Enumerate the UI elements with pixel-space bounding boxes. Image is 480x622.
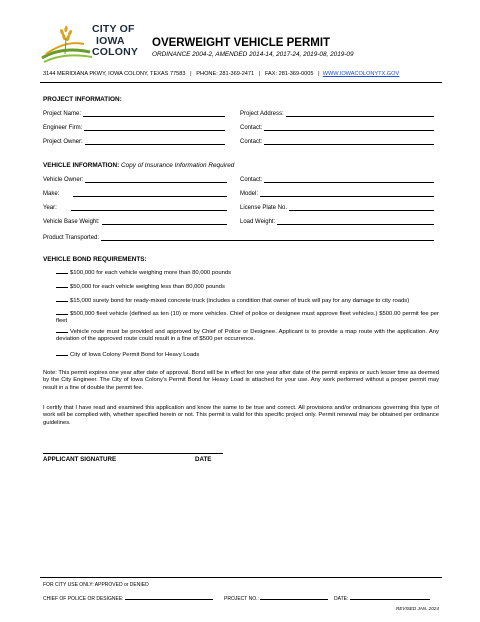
page-title: OVERWEIGHT VEHICLE PERMIT <box>152 37 331 49</box>
revision-date: REVISED JAN. 2024 <box>396 606 439 611</box>
field-label: CHIEF OF POLICE OR DESIGNEE: <box>43 596 124 602</box>
logo-line: COLONY <box>92 46 139 58</box>
bond-option[interactable] <box>56 309 439 326</box>
field-label: Make: <box>43 191 60 197</box>
field-label: Contact: <box>240 139 263 145</box>
bond-option[interactable] <box>56 350 436 359</box>
city-use-label: FOR CITY USE ONLY: APPROVED or DENIED <box>43 582 149 588</box>
bond-text: $15,000 surety bond for ready-mixed concrete truck (includes a condition that owner of truck will pay for any damage to city roads) <box>70 298 410 304</box>
make-field[interactable] <box>43 190 227 197</box>
certification-statement: I certify that I have read and examined this application and know the same to be true and correct. All provisions and/or ordinances governing this type of work will be complied with, whether specified herein or not. This permit is valid for this specific project only. Permit renewal may be obtained per ordinance guidelines. <box>43 405 439 426</box>
input-line[interactable] <box>260 190 434 197</box>
wheat-field-icon <box>40 24 100 64</box>
logo-line: CITY OF <box>92 23 135 35</box>
fax-text: FAX: 281-369-0005 <box>264 71 314 77</box>
separator: | <box>258 71 261 77</box>
input-line[interactable] <box>277 218 434 225</box>
input-line[interactable] <box>286 110 434 117</box>
vehicle-info-heading <box>43 162 234 169</box>
logo-wordmark <box>92 24 138 59</box>
owner-contact-field[interactable] <box>240 138 434 145</box>
input-line[interactable] <box>71 204 227 211</box>
permit-note: Note: This permit expires one year after date of approval. Bond will be in effect for one year after date of the permit expires or such lesser time as deemed by the City Engineer. The City of Iowa Colony's Permit Bond for Heavy Load is attached for your use. Any work performed without a proper permit may result in a fine of double the permit fee. <box>43 370 439 391</box>
project-info-heading: PROJECT INFORMATION: <box>43 96 122 103</box>
field-label: Project Owner: <box>43 139 83 145</box>
applicant-signature-label: APPLICANT SIGNATURE <box>43 456 117 463</box>
input-line[interactable] <box>73 190 227 197</box>
product-transported-field[interactable] <box>43 234 434 241</box>
field-label: Vehicle Owner: <box>43 177 84 183</box>
bond-option[interactable] <box>56 296 442 305</box>
contact-bar <box>43 71 399 77</box>
header-divider <box>40 82 442 83</box>
field-label: PROJECT NO.: <box>224 596 259 602</box>
load-weight-field[interactable] <box>240 218 434 225</box>
checkbox-line[interactable] <box>56 327 68 333</box>
separator: | <box>318 71 320 77</box>
input-line[interactable] <box>84 124 225 131</box>
field-label: Contact: <box>240 125 263 131</box>
date-label: DATE <box>195 456 212 463</box>
input-line[interactable] <box>289 204 434 211</box>
checkbox-line[interactable] <box>56 296 68 302</box>
project-address-field[interactable] <box>240 110 434 117</box>
field-label: Project Address: <box>240 111 284 117</box>
field-label: Engineer Firm: <box>43 125 83 131</box>
field-label: Load Weight: <box>240 219 276 225</box>
address-text: 3144 MERIDIANA PKWY, IOWA COLONY, TEXAS 77583 <box>43 71 186 77</box>
vehicle-owner-field[interactable] <box>43 176 227 183</box>
field-label: Model: <box>240 191 259 197</box>
bond-option[interactable] <box>56 282 436 291</box>
bond-requirements-heading: VEHICLE BOND REQUIREMENTS: <box>43 256 147 263</box>
input-line[interactable] <box>101 234 434 241</box>
footer-divider <box>40 577 442 578</box>
field-label: Product Transported: <box>43 235 100 241</box>
phone-text: PHONE: 281-369-2471 <box>196 71 255 77</box>
checkbox-line[interactable] <box>56 350 68 356</box>
heading-note: Copy of Insurance Information Required <box>121 162 235 169</box>
website-link[interactable]: WWW.IOWACOLONYTX.GOV <box>322 71 400 77</box>
project-owner-field[interactable] <box>43 138 225 145</box>
logo-line: IOWA <box>96 34 125 47</box>
field-label: Vehicle Base Weight: <box>43 219 100 225</box>
input-line[interactable] <box>260 595 328 600</box>
bond-text: Vehicle route must be provided and approved by Chief of Police or Designee. Applicant is to provide a map route with the application. Any deviation of the approved route could result in a fine of $500 per occurrence. <box>56 329 439 343</box>
bond-option[interactable] <box>56 327 439 344</box>
checkbox-line[interactable] <box>56 309 68 315</box>
input-line[interactable] <box>264 176 434 183</box>
vehicle-contact-field[interactable] <box>240 176 434 183</box>
input-line[interactable] <box>85 176 227 183</box>
checkbox-line[interactable] <box>56 268 68 274</box>
field-label: Year: <box>43 205 57 211</box>
bond-option[interactable] <box>56 268 436 277</box>
input-line[interactable] <box>102 218 227 225</box>
input-line[interactable] <box>83 110 225 117</box>
field-label: Contact: <box>240 177 263 183</box>
ordinance-subtitle: ORDINANCE 2004-2, AMENDED 2014-14, 2017-24, 2019-08, 2019-09 <box>152 51 354 58</box>
heading-text: VEHICLE INFORMATION: <box>43 162 120 169</box>
project-contact-field[interactable] <box>240 124 434 131</box>
model-field[interactable] <box>240 190 434 197</box>
project-no-field[interactable] <box>224 595 328 602</box>
bond-text: $500,000 fleet vehicle (defined as ten (10) or more vehicles. Chief of police or designee must approve fleet vehicles.) $500.00 permit fee per fleet <box>56 311 439 325</box>
engineer-firm-field[interactable] <box>43 124 225 131</box>
bond-text: $100,000 for each vehicle weighing more than 80,000 pounds <box>70 270 232 276</box>
bond-text: City of Iowa Colony Permit Bond for Heavy Loads <box>70 352 200 358</box>
input-line[interactable] <box>85 138 225 145</box>
city-logo <box>40 24 140 64</box>
year-field[interactable] <box>43 204 227 211</box>
field-label: Project Name: <box>43 111 82 117</box>
footer-date-field[interactable] <box>334 595 430 602</box>
field-label: DATE: <box>334 596 349 602</box>
input-line[interactable] <box>264 124 434 131</box>
license-plate-field[interactable] <box>240 204 434 211</box>
signature-line[interactable] <box>43 453 223 454</box>
input-line[interactable] <box>125 595 213 600</box>
separator: | <box>190 71 192 77</box>
vehicle-base-weight-field[interactable] <box>43 218 227 225</box>
input-line[interactable] <box>350 595 430 600</box>
field-label: License Plate No. <box>240 205 288 211</box>
input-line[interactable] <box>264 138 434 145</box>
checkbox-line[interactable] <box>56 282 68 288</box>
project-name-field[interactable] <box>43 110 225 117</box>
chief-of-police-field[interactable] <box>43 595 213 602</box>
bond-text: $50,000 for each vehicle weighing less than 80,000 pounds <box>70 284 225 290</box>
